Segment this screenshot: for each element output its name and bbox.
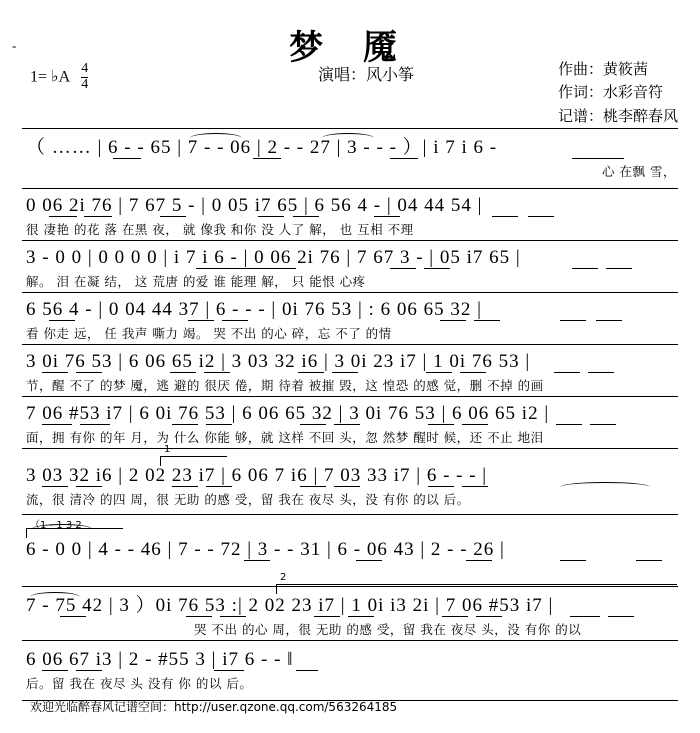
beam-line xyxy=(293,216,319,217)
row-divider xyxy=(22,514,678,515)
beam-line xyxy=(442,616,468,617)
beam-line xyxy=(220,616,246,617)
slur-arc xyxy=(560,482,650,492)
credits-block xyxy=(558,58,678,128)
row-divider xyxy=(22,292,678,293)
time-signature-numerator: 4 xyxy=(81,61,89,76)
lyric-line: 解。 泪 在凝 结， 这 荒唐 的爱 谁 能理 解， 只 能恨 心疼 xyxy=(26,273,366,289)
beam-line xyxy=(76,372,102,373)
beam-line xyxy=(428,424,454,425)
note-line: 6 - 0 0 | 4 - - 46 | 7 - - 72 | 3 - - 31 | 6 - 06 43 | 2 - - 26 | xyxy=(26,539,505,560)
beam-line xyxy=(348,616,374,617)
key-signature-text: 1= ♭A xyxy=(30,68,70,86)
corner-dash: - xyxy=(12,38,17,53)
beam-line xyxy=(300,424,326,425)
beam-line xyxy=(528,216,554,217)
note-line: 3 - 0 0 | 0 0 0 0 | i 7 i 6 - | 0 06 2i 76 | 7 67 3 - | 05 i7 65 | xyxy=(26,247,521,268)
beam-line xyxy=(636,560,662,561)
beam-line xyxy=(84,216,112,217)
beam-line xyxy=(42,670,68,671)
beam-line xyxy=(356,560,382,561)
beam-line xyxy=(606,268,632,269)
beam-line xyxy=(49,320,75,321)
volta-number: 2 xyxy=(280,572,287,583)
beam-line xyxy=(42,424,72,425)
beam-line xyxy=(426,372,452,373)
note-line: 6 56 4 - | 0 04 44 37 | 6 - - - | 0i 76 53 | : 6 06 65 32 | xyxy=(26,299,482,320)
beam-line xyxy=(588,372,614,373)
beam-line xyxy=(608,616,634,617)
beam-line xyxy=(188,320,214,321)
beam-line xyxy=(390,158,418,159)
beam-line xyxy=(253,158,281,159)
note-line: 3 0i 76 53 | 6 06 65 i2 | 3 03 32 i6 | 3 0i 23 i7 | 1 0i 76 53 | xyxy=(26,351,531,372)
beam-line xyxy=(374,216,400,217)
beam-line xyxy=(170,372,196,373)
beam-line xyxy=(556,424,582,425)
row-divider xyxy=(22,396,678,397)
note-line: （ …… | 6 - - 65 | 7 - - 06 | 2 - - 27 | 3 - - - ）| i 7 i 6 - xyxy=(26,137,498,158)
beam-line xyxy=(572,268,598,269)
row-divider xyxy=(22,640,678,641)
beam-line xyxy=(390,268,416,269)
beam-line xyxy=(204,372,230,373)
beam-line xyxy=(314,616,340,617)
notator-credit: 记谱：桃李醉春风 xyxy=(557,106,678,125)
note-line: 3 03 32 i6 | 2 02 23 i7 | 6 06 7 i6 | 7 03 33 i7 | 6 - - - | xyxy=(26,465,488,486)
page-title: 梦 魇 xyxy=(289,28,411,68)
volta-bracket-2 xyxy=(276,572,677,594)
beam-line xyxy=(462,486,488,487)
beam-line xyxy=(296,670,318,671)
volta-label: （1 - 1 3 2 xyxy=(30,520,82,531)
note-line: 6 06 67 i3 | 2 - #55 3 | i7 6 - - ‖ xyxy=(26,649,294,670)
beam-line xyxy=(460,372,486,373)
beam-line xyxy=(462,424,488,425)
beam-line xyxy=(196,268,296,269)
beam-line xyxy=(428,486,454,487)
beam-line xyxy=(572,158,624,159)
beam-line xyxy=(206,424,232,425)
beam-line xyxy=(334,486,360,487)
slur-arc xyxy=(30,592,80,602)
lyricist-credit: 作词：水彩音符 xyxy=(557,83,663,102)
lyric-line: 看 你走 远， 任 我声 嘶力 竭。 哭 不出 的心 碎，忘 不了 的情 xyxy=(26,325,392,341)
beam-line xyxy=(554,372,580,373)
beam-line xyxy=(60,616,86,617)
slur-arc xyxy=(190,133,242,143)
lyric-line: 面，拥 有你 的年 月，为 什么 你能 够，就 这样 不回 头，忽 然梦 醒时 候，还 不止 地泪 xyxy=(26,429,544,445)
beam-line xyxy=(186,616,212,617)
beam-line xyxy=(42,372,68,373)
performer-credit: 演唱：风小筝 xyxy=(318,65,415,84)
lyric-line: 哭 不出 的心 周，很 无助 的感 受，留 我在 夜尽 头，没 有你 的以 xyxy=(194,621,582,637)
beam-line xyxy=(298,372,324,373)
lyric-line: 心 在飘 雪， xyxy=(602,163,676,179)
lyric-line: 流，很 清冷 的四 周，很 无助 的感 受，留 我在 夜尽 头，没 有你 的以 后。 xyxy=(26,491,470,507)
beam-line xyxy=(560,560,586,561)
beam-line xyxy=(49,216,77,217)
beam-line xyxy=(42,486,68,487)
beam-line xyxy=(113,158,141,159)
music-row-8 xyxy=(26,540,676,561)
beam-line xyxy=(160,216,186,217)
beam-line xyxy=(560,320,586,321)
beam-line xyxy=(206,486,232,487)
beam-line xyxy=(440,320,466,321)
row-divider xyxy=(22,448,678,449)
beam-line xyxy=(172,424,198,425)
lyric-line: 后。留 我在 夜尽 头 没有 你 的以 后。 xyxy=(26,675,253,691)
beam-line xyxy=(424,268,450,269)
music-row-2 xyxy=(26,196,676,238)
time-signature xyxy=(81,62,88,92)
beam-line xyxy=(590,424,616,425)
time-signature-denominator: 4 xyxy=(81,76,89,92)
header-divider xyxy=(22,128,678,129)
beam-line xyxy=(244,560,270,561)
volta-number: 1 xyxy=(164,444,171,455)
music-row-10 xyxy=(26,650,676,692)
beam-line xyxy=(466,560,492,561)
beam-line xyxy=(492,216,518,217)
beam-line xyxy=(570,616,600,617)
slur-arc xyxy=(322,133,374,143)
note-line: 0 06 2i 76 | 7 67 5 - | 0 05 i7 65 | 6 56 4 - | 04 44 54 | xyxy=(26,195,483,216)
beam-line xyxy=(596,320,622,321)
beam-line xyxy=(334,424,360,425)
beam-line xyxy=(474,320,500,321)
beam-line xyxy=(300,486,326,487)
note-line: 7 - 75 42 | 3 ）0i 76 53 :| 2 02 23 i7 | 1 0i i3 2i | 7 06 #53 i7 | xyxy=(26,595,554,616)
row-divider xyxy=(22,188,678,189)
volta-bracket-1 xyxy=(160,444,227,466)
row-divider xyxy=(22,240,678,241)
lyric-line: 很 凄艳 的花 落 在黑 夜， 就 像我 和你 没 人了 解， 也 互相 不理 xyxy=(26,221,414,237)
beam-line xyxy=(258,216,284,217)
lyric-line: 节，醒 不了 的梦 魇，逃 避的 很厌 倦，期 待着 被摧 毁，这 惶恐 的感 觉，删 不掉 的画 xyxy=(26,377,544,393)
beam-line xyxy=(76,486,102,487)
beam-line xyxy=(76,670,102,671)
note-line: 7 06 #53 i7 | 6 0i 76 53 | 6 06 65 32 | 3 0i 76 53 | 6 06 65 i2 | xyxy=(26,403,550,424)
row-divider xyxy=(22,344,678,345)
beam-line xyxy=(476,616,502,617)
beam-line xyxy=(214,670,244,671)
composer-credit: 作曲：黄筱茜 xyxy=(557,60,648,78)
beam-line xyxy=(332,372,358,373)
key-signature xyxy=(30,62,88,92)
beam-line xyxy=(80,424,110,425)
beam-line xyxy=(172,486,198,487)
slur-arc xyxy=(32,524,92,534)
beam-line xyxy=(222,320,248,321)
footer-note: 欢迎光临醉春风记谱空间：http://user.qzone.qq.com/563264185 xyxy=(30,700,398,714)
